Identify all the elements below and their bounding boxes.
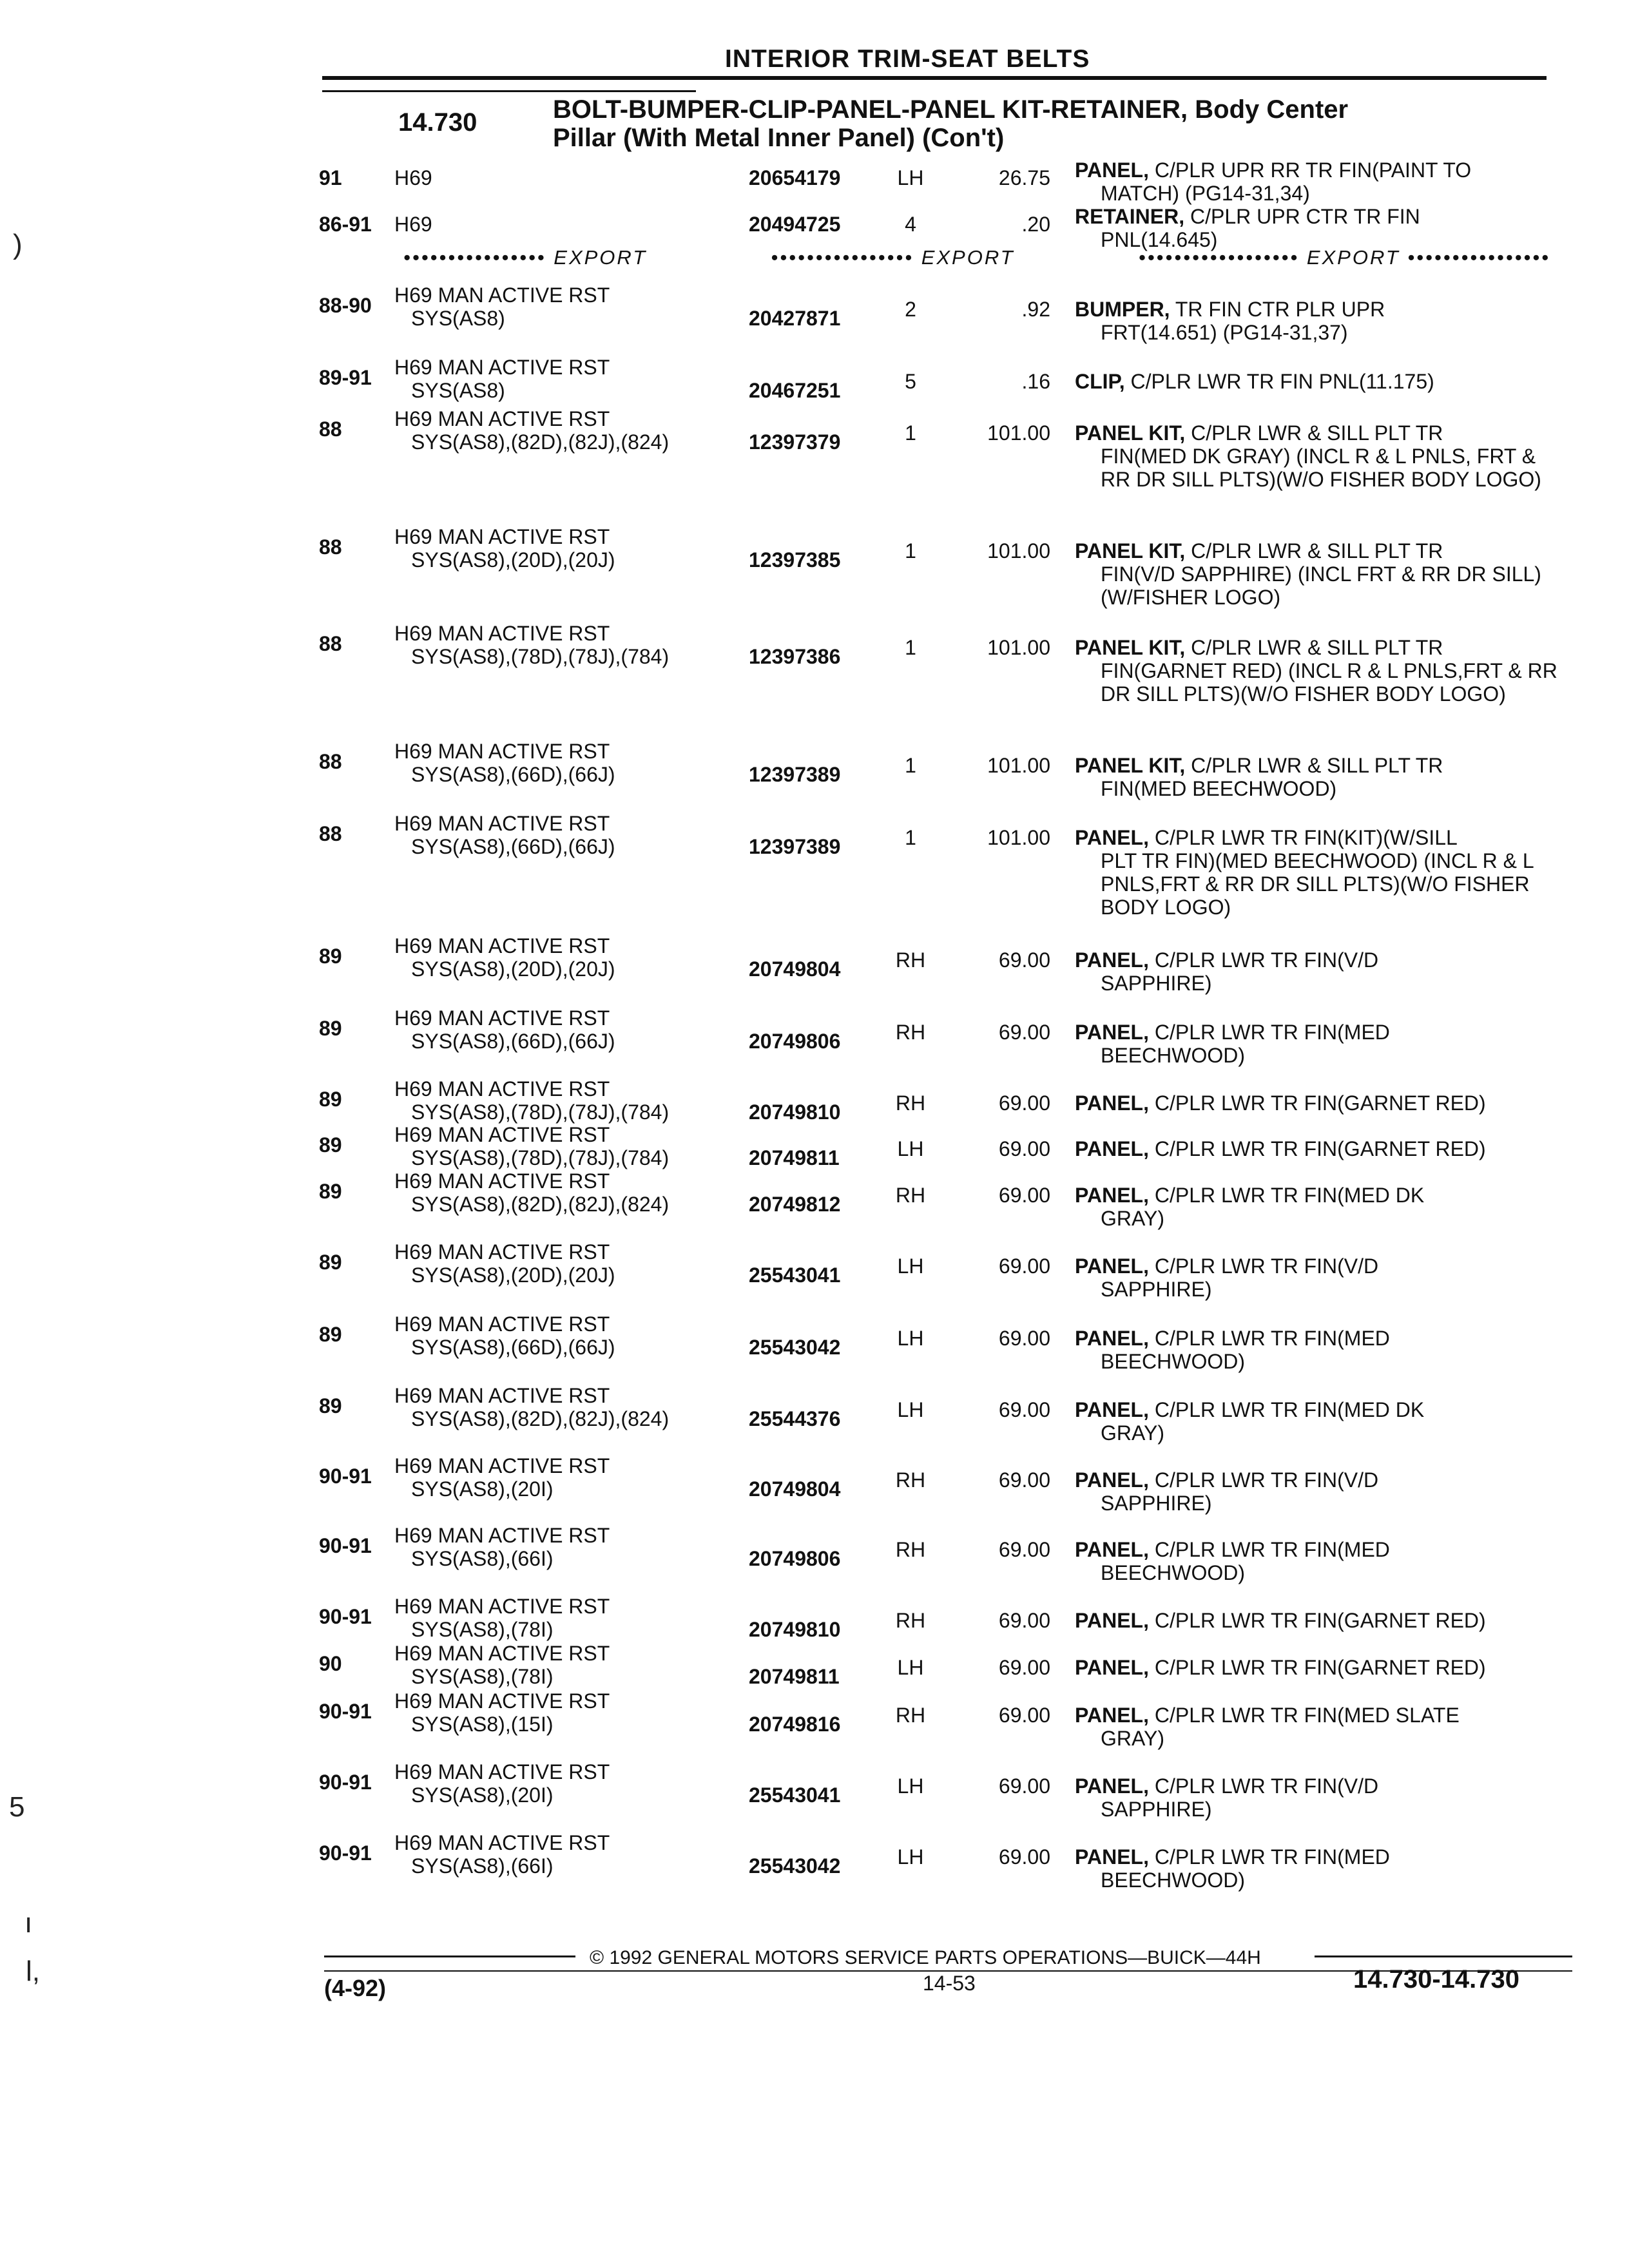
part-description [1075, 1538, 1565, 1584]
quantity: 1 [905, 826, 916, 849]
part-number: 20749806 [749, 1030, 841, 1053]
description-text: C/PLR LWR TR FIN(GARNET RED) [1148, 1091, 1486, 1115]
description-lead: PANEL, [1075, 826, 1149, 849]
header-rule-thin [322, 90, 696, 92]
part-description [1075, 1774, 1565, 1821]
model-year: 89 [319, 1180, 342, 1203]
quantity: RH [895, 1091, 926, 1115]
model-line1: H69 MAN ACTIVE RST [394, 1123, 610, 1146]
price: 69.00 [998, 1704, 1050, 1727]
description-text: C/PLR LWR TR FIN(V/D [1148, 1254, 1379, 1278]
price: 69.00 [998, 1091, 1050, 1115]
model-info [394, 1760, 807, 1807]
model-line1: H69 MAN ACTIVE RST [394, 407, 610, 430]
model-line1: H69 MAN ACTIVE RST [394, 1240, 610, 1264]
part-number: 25543042 [749, 1336, 841, 1359]
description-continued: PLT TR FIN)(MED BEECHWOOD) (INCL R & L PNLS,FRT & RR DR SILL PLTS)(W/O FISHER BODY LOGO) [1101, 849, 1534, 919]
export-dots: •••••••••••••••• EXPORT [403, 246, 648, 269]
model-line1: H69 MAN ACTIVE RST [394, 1524, 610, 1547]
price: .16 [1021, 370, 1050, 393]
description-text: C/PLR LWR & SILL PLT TR [1185, 421, 1443, 445]
model-line1: H69 MAN ACTIVE RST [394, 812, 610, 835]
part-number: 25543042 [749, 1854, 841, 1878]
footer-rule-left [324, 1956, 575, 1957]
quantity: RH [895, 948, 926, 972]
price: 101.00 [987, 826, 1050, 849]
model-line1: H69 MAN ACTIVE RST [394, 1384, 610, 1407]
model-info [394, 934, 807, 981]
description-continued: BEECHWOOD) [1101, 1869, 1245, 1892]
price: 69.00 [998, 1656, 1050, 1679]
model-year: 89 [319, 1133, 342, 1157]
model-info [394, 1454, 807, 1501]
model-line1: H69 MAN ACTIVE RST [394, 622, 610, 645]
description-continued: PNL(14.645) [1101, 228, 1218, 251]
margin-mark: ) [13, 229, 23, 260]
description-lead: PANEL KIT, [1075, 754, 1186, 777]
part-description [1075, 1184, 1565, 1230]
model-year: 88 [319, 418, 342, 441]
part-number: 12397389 [749, 835, 841, 858]
model-info [394, 1831, 807, 1878]
model-line1: H69 MAN ACTIVE RST [394, 1006, 610, 1030]
description-continued: SAPPHIRE) [1101, 1798, 1212, 1821]
part-description [1075, 1845, 1565, 1892]
description-text: C/PLR UPR CTR TR FIN [1184, 205, 1420, 228]
quantity: RH [895, 1184, 926, 1207]
model-year: 90-91 [319, 1700, 372, 1723]
part-description [1075, 539, 1565, 609]
export-label: EXPORT [1306, 246, 1400, 269]
quantity: 2 [905, 298, 916, 321]
export-dots: •••••••••••••••• EXPORT [771, 246, 1015, 269]
page-title: INTERIOR TRIM-SEAT BELTS [725, 45, 1090, 73]
description-lead: PANEL, [1075, 1468, 1149, 1492]
price: 26.75 [998, 166, 1050, 189]
section-title-line2: Pillar (With Metal Inner Panel) (Con't) [553, 124, 1005, 152]
part-description [1075, 1609, 1565, 1632]
part-description [1075, 205, 1565, 251]
model-line2: SYS(AS8),(82D),(82J),(824) [411, 1407, 670, 1430]
price: 101.00 [987, 539, 1050, 562]
part-number: 12397379 [749, 430, 841, 454]
model-line1: H69 MAN ACTIVE RST [394, 525, 610, 548]
description-text: C/PLR LWR TR FIN(GARNET RED) [1148, 1656, 1486, 1679]
part-number: 20749806 [749, 1547, 841, 1570]
section-number: 14.730 [398, 108, 477, 137]
description-lead: RETAINER, [1075, 205, 1185, 228]
model-line1: H69 MAN ACTIVE RST [394, 1689, 610, 1713]
part-description [1075, 1137, 1565, 1160]
description-text: C/PLR LWR TR FIN(MED [1148, 1021, 1390, 1044]
description-continued: SAPPHIRE) [1101, 972, 1212, 995]
quantity: RH [895, 1021, 926, 1044]
description-text: C/PLR LWR TR FIN(MED [1148, 1845, 1390, 1869]
description-continued: BEECHWOOD) [1101, 1561, 1245, 1584]
model-line1: H69 MAN ACTIVE RST [394, 1169, 610, 1193]
model-line2: SYS(AS8),(20D),(20J) [411, 957, 615, 981]
quantity: RH [895, 1468, 926, 1492]
quantity: RH [895, 1609, 926, 1632]
description-text: C/PLR LWR TR FIN(KIT)(W/SILL [1148, 826, 1458, 849]
model-line2: SYS(AS8),(78D),(78J),(784) [411, 1100, 670, 1124]
model-line2: SYS(AS8),(66D),(66J) [411, 1336, 615, 1359]
model-line2: SYS(AS8),(66I) [411, 1854, 554, 1878]
quantity: RH [895, 1538, 926, 1561]
model-line2: SYS(AS8),(82D),(82J),(824) [411, 430, 670, 454]
part-description [1075, 1091, 1565, 1115]
model-line2: SYS(AS8),(78I) [411, 1665, 554, 1688]
model-line1: H69 MAN ACTIVE RST [394, 356, 610, 379]
part-number: 25544376 [749, 1407, 841, 1430]
description-lead: PANEL, [1075, 1091, 1149, 1115]
model-year: 89 [319, 1088, 342, 1111]
description-lead: PANEL, [1075, 1609, 1149, 1632]
description-lead: PANEL, [1075, 1398, 1149, 1421]
model-year: 90-91 [319, 1465, 372, 1488]
margin-mark: 5 [9, 1791, 25, 1823]
model-line1: H69 [394, 166, 432, 189]
model-info [394, 1642, 807, 1688]
price: 69.00 [998, 948, 1050, 972]
model-line1: H69 MAN ACTIVE RST [394, 934, 610, 957]
price: 69.00 [998, 1137, 1050, 1160]
part-description [1075, 826, 1565, 919]
price: 69.00 [998, 1184, 1050, 1207]
price: .92 [1021, 298, 1050, 321]
price: 69.00 [998, 1845, 1050, 1869]
part-number: 20494725 [749, 213, 841, 236]
part-description [1075, 1398, 1565, 1445]
description-text: C/PLR LWR TR FIN PNL(11.175) [1124, 370, 1434, 393]
model-line1: H69 MAN ACTIVE RST [394, 1642, 610, 1665]
price: 69.00 [998, 1021, 1050, 1044]
quantity: RH [895, 1704, 926, 1727]
model-year: 86-91 [319, 213, 372, 236]
description-continued: FIN(MED DK GRAY) (INCL R & L PNLS, FRT & RR DR SILL PLTS)(W/O FISHER BODY LOGO) [1101, 445, 1541, 491]
export-divider [403, 246, 1550, 269]
description-continued: FIN(GARNET RED) (INCL R & L PNLS,FRT & RR DR SILL PLTS)(W/O FISHER BODY LOGO) [1101, 659, 1557, 706]
model-year: 89 [319, 1323, 342, 1346]
description-lead: PANEL, [1075, 1704, 1149, 1727]
model-line2: SYS(AS8),(20D),(20J) [411, 548, 615, 572]
quantity: LH [897, 1774, 924, 1798]
price: 69.00 [998, 1398, 1050, 1421]
export-label: EXPORT [921, 246, 1015, 269]
model-line2: SYS(AS8) [411, 307, 505, 330]
price: 69.00 [998, 1609, 1050, 1632]
model-info [394, 740, 807, 786]
model-info [394, 525, 807, 572]
description-text: C/PLR LWR TR FIN(MED [1148, 1538, 1390, 1561]
part-number: 12397389 [749, 763, 841, 786]
description-lead: BUMPER, [1075, 298, 1170, 321]
model-info [394, 1240, 807, 1287]
model-line2: SYS(AS8),(82D),(82J),(824) [411, 1193, 670, 1216]
model-line2: SYS(AS8),(15I) [411, 1713, 554, 1736]
description-lead: PANEL, [1075, 948, 1149, 972]
model-year: 91 [319, 166, 342, 189]
price: 101.00 [987, 754, 1050, 777]
part-description [1075, 1021, 1565, 1067]
price: .20 [1021, 213, 1050, 236]
model-year: 89 [319, 1251, 342, 1274]
section-title-line1: BOLT-BUMPER-CLIP-PANEL-PANEL KIT-RETAINER, Body Center [553, 95, 1349, 124]
price: 69.00 [998, 1254, 1050, 1278]
part-number: 20749810 [749, 1100, 841, 1124]
model-year: 88-90 [319, 294, 372, 317]
description-lead: PANEL, [1075, 1538, 1149, 1561]
model-year: 88 [319, 822, 342, 845]
model-year: 90 [319, 1652, 342, 1675]
description-lead: PANEL KIT, [1075, 636, 1186, 659]
model-line1: H69 MAN ACTIVE RST [394, 1595, 610, 1618]
model-info [394, 1312, 807, 1359]
model-info [394, 1689, 807, 1736]
model-line2: SYS(AS8),(66I) [411, 1547, 554, 1570]
model-info [394, 1595, 807, 1641]
model-info [394, 1384, 807, 1430]
quantity: LH [897, 1327, 924, 1350]
description-lead: PANEL, [1075, 1137, 1149, 1160]
model-line1: H69 MAN ACTIVE RST [394, 740, 610, 763]
model-info [394, 356, 807, 402]
price: 69.00 [998, 1468, 1050, 1492]
model-year: 90-91 [319, 1841, 372, 1865]
quantity: LH [897, 1845, 924, 1869]
quantity: LH [897, 166, 924, 189]
description-text: C/PLR LWR & SILL PLT TR [1185, 754, 1443, 777]
description-lead: PANEL, [1075, 1656, 1149, 1679]
model-line2: SYS(AS8) [411, 379, 505, 402]
model-year: 89 [319, 1017, 342, 1040]
footer-rule-right [1315, 1956, 1572, 1957]
model-info [394, 622, 807, 668]
model-info [394, 1123, 807, 1169]
price: 101.00 [987, 636, 1050, 659]
description-continued: BEECHWOOD) [1101, 1044, 1245, 1067]
part-number: 20749812 [749, 1193, 841, 1216]
description-lead: PANEL, [1075, 159, 1149, 182]
header-rule [322, 76, 1547, 80]
part-description [1075, 948, 1565, 995]
model-year: 90-91 [319, 1771, 372, 1794]
description-text: C/PLR LWR & SILL PLT TR [1185, 539, 1443, 562]
description-text: C/PLR LWR TR FIN(MED SLATE [1148, 1704, 1460, 1727]
description-continued: GRAY) [1101, 1421, 1164, 1445]
description-continued: BEECHWOOD) [1101, 1350, 1245, 1373]
part-description [1075, 1656, 1565, 1679]
model-line2: SYS(AS8),(66D),(66J) [411, 835, 615, 858]
description-continued: MATCH) (PG14-31,34) [1101, 182, 1310, 205]
model-year: 90-91 [319, 1534, 372, 1557]
part-description [1075, 1468, 1565, 1515]
model-line1: H69 MAN ACTIVE RST [394, 1831, 610, 1854]
part-number: 20749804 [749, 957, 841, 981]
description-text: C/PLR LWR TR FIN(V/D [1148, 1774, 1379, 1798]
model-info [394, 1077, 807, 1124]
model-info [394, 201, 807, 236]
model-line1: H69 MAN ACTIVE RST [394, 1312, 610, 1336]
description-lead: PANEL, [1075, 1327, 1149, 1350]
model-line2: SYS(AS8),(78D),(78J),(784) [411, 645, 670, 668]
price: 69.00 [998, 1774, 1050, 1798]
model-info [394, 812, 807, 858]
quantity: 1 [905, 539, 916, 562]
model-line2: SYS(AS8),(78I) [411, 1618, 554, 1641]
part-number: 20749804 [749, 1477, 841, 1501]
model-year: 89 [319, 945, 342, 968]
quantity: 1 [905, 754, 916, 777]
model-line2: SYS(AS8),(66D),(66J) [411, 1030, 615, 1053]
price: 101.00 [987, 421, 1050, 445]
part-description [1075, 1327, 1565, 1373]
part-description [1075, 159, 1565, 205]
model-year: 90-91 [319, 1605, 372, 1628]
part-description [1075, 1704, 1565, 1750]
model-line1: H69 MAN ACTIVE RST [394, 1454, 610, 1477]
description-lead: PANEL, [1075, 1845, 1149, 1869]
quantity: 5 [905, 370, 916, 393]
description-text: C/PLR LWR & SILL PLT TR [1185, 636, 1443, 659]
quantity: 4 [905, 213, 916, 236]
description-lead: PANEL KIT, [1075, 421, 1186, 445]
model-year: 88 [319, 750, 342, 773]
model-info [394, 407, 807, 454]
description-lead: PANEL, [1075, 1254, 1149, 1278]
description-lead: PANEL KIT, [1075, 539, 1186, 562]
part-number: 12397385 [749, 548, 841, 572]
part-number: 20654179 [749, 166, 841, 189]
model-info [394, 284, 807, 330]
part-description [1075, 421, 1565, 491]
part-number: 25543041 [749, 1783, 841, 1807]
section-title [553, 95, 1558, 152]
part-number: 20427871 [749, 307, 841, 330]
margin-mark: l, [26, 1956, 40, 1987]
model-year: 89 [319, 1394, 342, 1418]
part-description [1075, 1254, 1565, 1301]
description-lead: PANEL, [1075, 1021, 1149, 1044]
part-description [1075, 370, 1565, 393]
model-info [394, 1169, 807, 1216]
description-continued: GRAY) [1101, 1727, 1164, 1750]
part-number: 20749816 [749, 1713, 841, 1736]
model-info [394, 155, 807, 189]
description-text: C/PLR LWR TR FIN(GARNET RED) [1148, 1137, 1486, 1160]
part-number: 12397386 [749, 645, 841, 668]
quantity: LH [897, 1137, 924, 1160]
description-text: C/PLR LWR TR FIN(V/D [1148, 948, 1379, 972]
model-line2: SYS(AS8),(20I) [411, 1783, 554, 1807]
footer-date: (4-92) [324, 1975, 387, 2001]
part-description [1075, 754, 1565, 800]
price: 69.00 [998, 1327, 1050, 1350]
model-year: 88 [319, 535, 342, 559]
description-text: C/PLR LWR TR FIN(V/D [1148, 1468, 1379, 1492]
export-label: EXPORT [554, 246, 648, 269]
quantity: LH [897, 1398, 924, 1421]
part-number: 20749811 [749, 1146, 840, 1169]
footer-copyright: © 1992 GENERAL MOTORS SERVICE PARTS OPERATIONS—BUICK—44H [590, 1947, 1261, 1968]
description-lead: PANEL, [1075, 1774, 1149, 1798]
description-continued: FIN(MED BEECHWOOD) [1101, 777, 1337, 800]
part-description [1075, 298, 1565, 344]
description-text: C/PLR LWR TR FIN(MED DK [1148, 1184, 1425, 1207]
part-number: 20467251 [749, 379, 841, 402]
part-description [1075, 636, 1565, 706]
model-line2: SYS(AS8),(20I) [411, 1477, 554, 1501]
description-continued: FIN(V/D SAPPHIRE) (INCL FRT & RR DR SILL)(W/FISHER LOGO) [1101, 562, 1541, 609]
model-line1: H69 [394, 213, 432, 236]
model-line1: H69 MAN ACTIVE RST [394, 284, 610, 307]
model-year: 88 [319, 632, 342, 655]
description-lead: PANEL, [1075, 1184, 1149, 1207]
margin-mark: ı [24, 1907, 33, 1939]
description-continued: SAPPHIRE) [1101, 1278, 1212, 1301]
part-number: 25543041 [749, 1264, 841, 1287]
part-number: 20749810 [749, 1618, 841, 1641]
model-info [394, 1524, 807, 1570]
description-text: TR FIN CTR PLR UPR [1170, 298, 1385, 321]
quantity: LH [897, 1254, 924, 1278]
description-text: C/PLR LWR TR FIN(MED [1148, 1327, 1390, 1350]
model-line2: SYS(AS8),(66D),(66J) [411, 763, 615, 786]
model-line2: SYS(AS8),(20D),(20J) [411, 1264, 615, 1287]
model-info [394, 1006, 807, 1053]
description-text: C/PLR LWR TR FIN(MED DK [1148, 1398, 1425, 1421]
quantity: LH [897, 1656, 924, 1679]
footer-section-range: 14.730-14.730 [1353, 1965, 1520, 1994]
model-line2: SYS(AS8),(78D),(78J),(784) [411, 1146, 670, 1169]
model-year: 89-91 [319, 366, 372, 389]
description-continued: SAPPHIRE) [1101, 1492, 1212, 1515]
model-line1: H69 MAN ACTIVE RST [394, 1760, 610, 1783]
model-line1: H69 MAN ACTIVE RST [394, 1077, 610, 1100]
quantity: 1 [905, 421, 916, 445]
part-number: 20749811 [749, 1665, 840, 1688]
footer-page-number: 14-53 [923, 1972, 976, 1995]
export-dots: •••••••••••••••••• EXPORT •••••••••••••••• [1138, 246, 1550, 269]
description-text: C/PLR UPR RR TR FIN(PAINT TO [1148, 159, 1472, 182]
quantity: 1 [905, 636, 916, 659]
description-lead: CLIP, [1075, 370, 1125, 393]
description-continued: GRAY) [1101, 1207, 1164, 1230]
description-text: C/PLR LWR TR FIN(GARNET RED) [1148, 1609, 1486, 1632]
description-continued: FRT(14.651) (PG14-31,37) [1101, 321, 1348, 344]
price: 69.00 [998, 1538, 1050, 1561]
